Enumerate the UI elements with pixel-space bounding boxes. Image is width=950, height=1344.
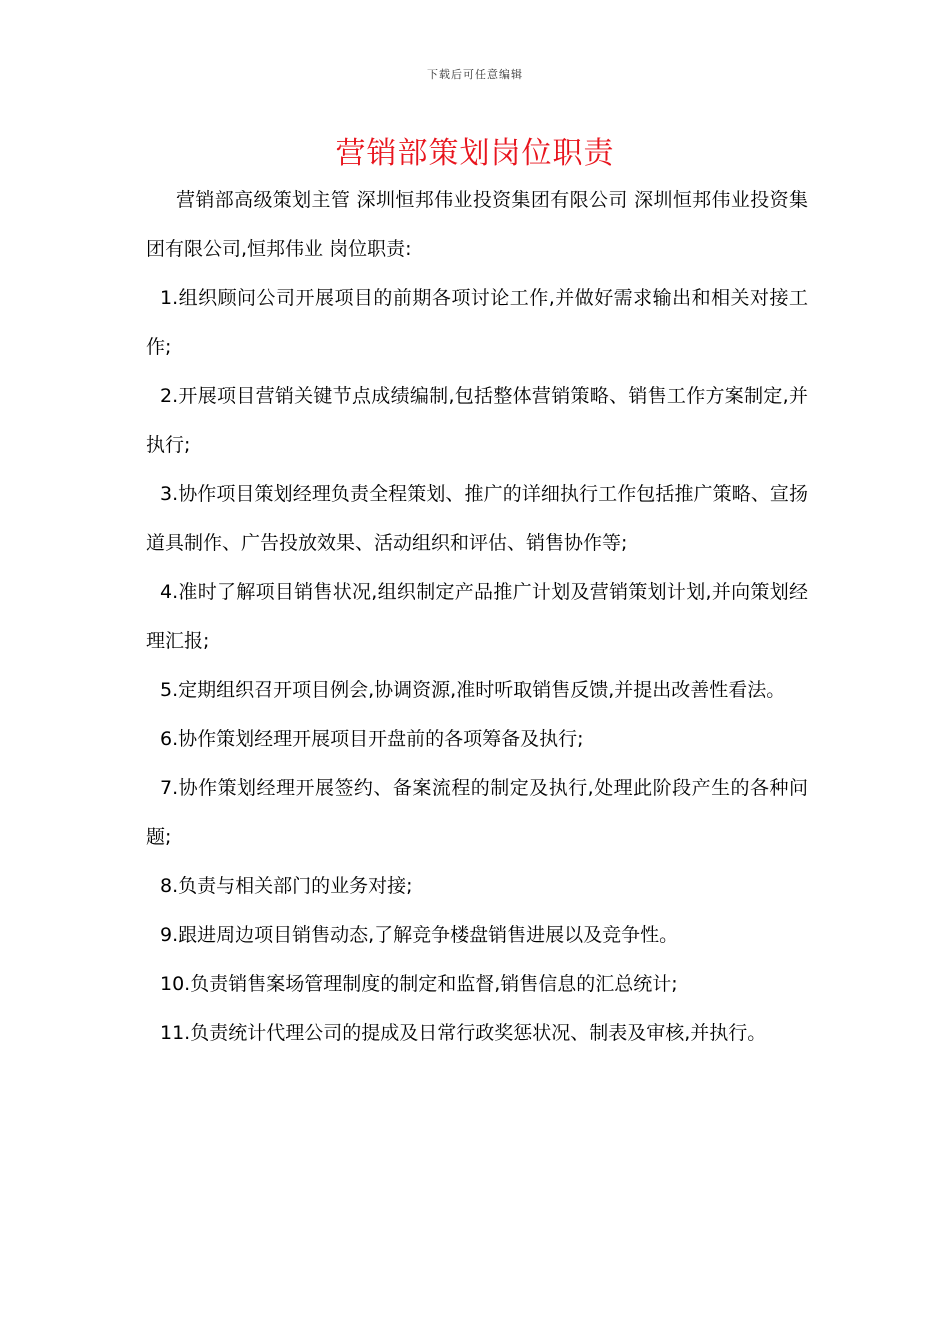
duty-item-5: 5.定期组织召开项目例会,协调资源,准时听取销售反馈,并提出改善性看法。 — [160, 679, 786, 701]
header-note: 下载后可任意编辑 — [427, 68, 523, 81]
duty-item-1: 1.组织顾问公司开展项目的前期各项讨论工作,并做好需求输出和相关对接工作; — [146, 287, 808, 358]
duty-item-6: 6.协作策划经理开展项目开盘前的各项筹备及执行; — [160, 728, 584, 750]
document-body — [146, 176, 808, 1058]
duty-item-7: 7.协作策划经理开展签约、备案流程的制定及执行,处理此阶段产生的各种问题; — [146, 777, 808, 848]
duty-item-2: 2.开展项目营销关键节点成绩编制,包括整体营销策略、销售工作方案制定,并执行; — [146, 385, 808, 456]
intro-paragraph: 营销部高级策划主管 深圳恒邦伟业投资集团有限公司 深圳恒邦伟业投资集团有限公司,恒邦伟业 岗位职责: — [146, 189, 808, 260]
duty-item-10: 10.负责销售案场管理制度的制定和监督,销售信息的汇总统计; — [160, 973, 678, 995]
duty-item-9: 9.跟进周边项目销售动态,了解竞争楼盘销售进展以及竞争性。 — [160, 924, 679, 946]
duty-item-4: 4.准时了解项目销售状况,组织制定产品推广计划及营销策划计划,并向策划经理汇报; — [146, 581, 808, 652]
duty-item-11: 11.负责统计代理公司的提成及日常行政奖惩状况、制表及审核,并执行。 — [160, 1022, 767, 1044]
duty-item-8: 8.负责与相关部门的业务对接; — [160, 875, 413, 897]
document-title: 营销部策划岗位职责 — [335, 136, 615, 171]
duty-item-3: 3.协作项目策划经理负责全程策划、推广的详细执行工作包括推广策略、宣扬道具制作、广告投放效果、活动组织和评估、销售协作等; — [146, 483, 808, 554]
